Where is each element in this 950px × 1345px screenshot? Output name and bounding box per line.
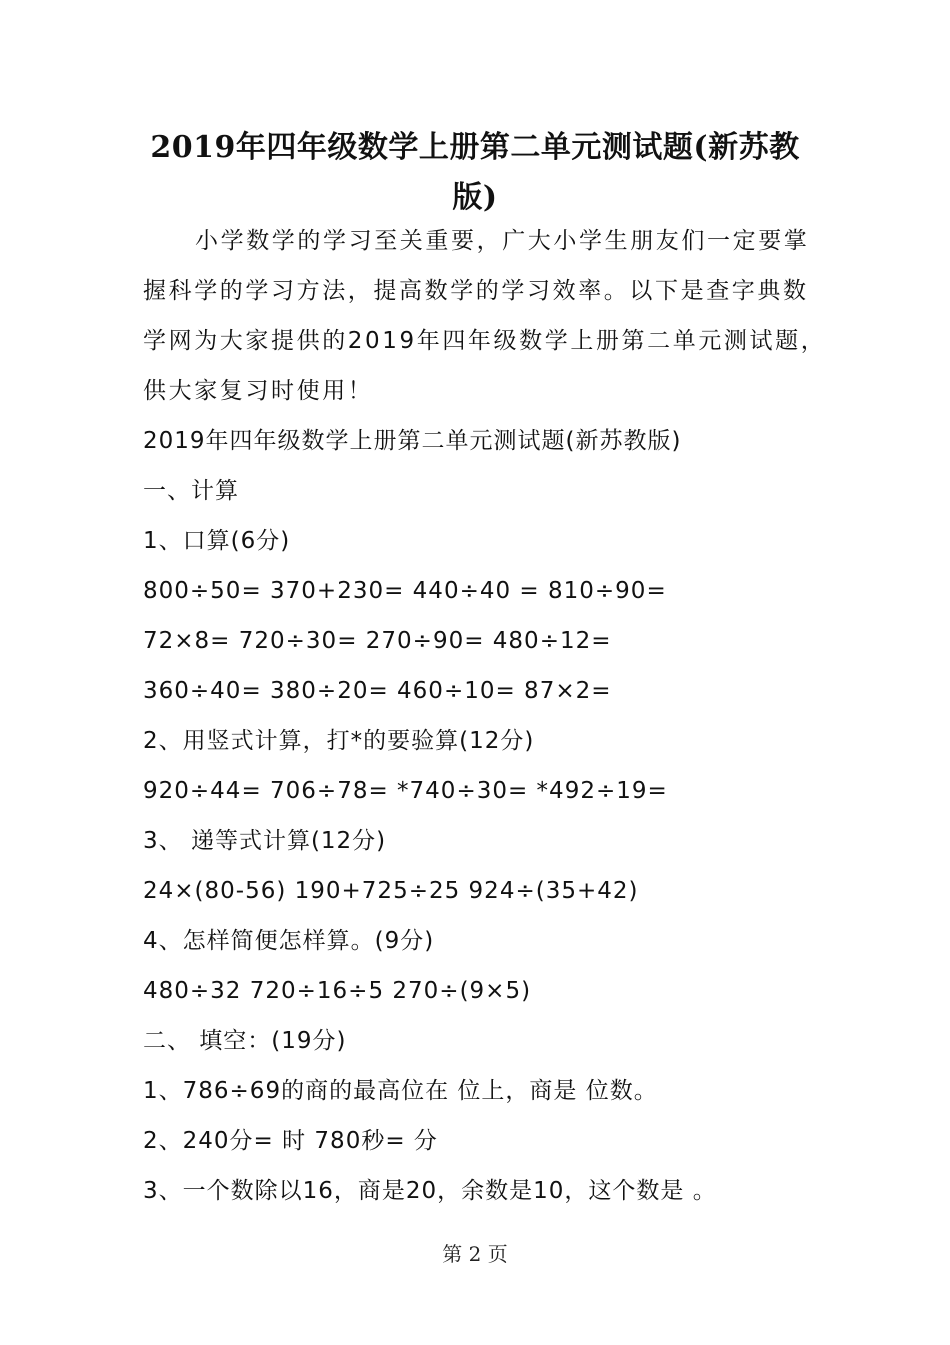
- fill-blank-item-2: 2、240分= 时 780秒= 分: [143, 1128, 438, 1154]
- intro-line-2: 握科学的学习方法，提高数学的学习效率。以下是查字典数: [143, 278, 809, 304]
- document-title-line-1: 2019年四年级数学上册第二单元测试题(新苏教: [150, 130, 800, 165]
- section-2-heading: 二、 填空：(19分): [143, 1028, 347, 1054]
- page-number: 第 2 页: [442, 1242, 508, 1266]
- question-1-row-3: 360÷40= 380÷20= 460÷10= 87×2=: [143, 678, 612, 704]
- question-2-label: 2、用竖式计算，打*的要验算(12分): [143, 728, 535, 754]
- intro-line-1: 小学数学的学习至关重要，广大小学生朋友们一定要掌: [195, 228, 810, 254]
- question-1-row-1: 800÷50= 370+230= 440÷40 = 810÷90=: [143, 578, 667, 604]
- fill-blank-item-3: 3、一个数除以16，商是20，余数是10，这个数是 。: [143, 1178, 717, 1204]
- fill-blank-item-1: 1、786÷69的商的最高位在 位上，商是 位数。: [143, 1078, 658, 1104]
- question-1-label: 1、口算(6分): [143, 528, 291, 554]
- question-1-row-2: 72×8= 720÷30= 270÷90= 480÷12=: [143, 628, 612, 654]
- document-title-line-2: 版): [452, 180, 498, 215]
- intro-line-3: 学网为大家提供的2019年四年级数学上册第二单元测试题，: [143, 328, 827, 354]
- section-1-heading: 一、计算: [143, 478, 239, 504]
- intro-line-4: 供大家复习时使用！: [143, 378, 374, 404]
- question-3-label: 3、 递等式计算(12分): [143, 828, 387, 854]
- question-4-row: 480÷32 720÷16÷5 270÷(9×5): [143, 978, 532, 1004]
- question-2-row: 920÷44= 706÷78= *740÷30= *492÷19=: [143, 778, 668, 804]
- subtitle: 2019年四年级数学上册第二单元测试题(新苏教版): [143, 428, 682, 454]
- question-4-label: 4、怎样简便怎样算。(9分): [143, 928, 435, 954]
- question-3-row: 24×(80-56) 190+725÷25 924÷(35+42): [143, 878, 639, 904]
